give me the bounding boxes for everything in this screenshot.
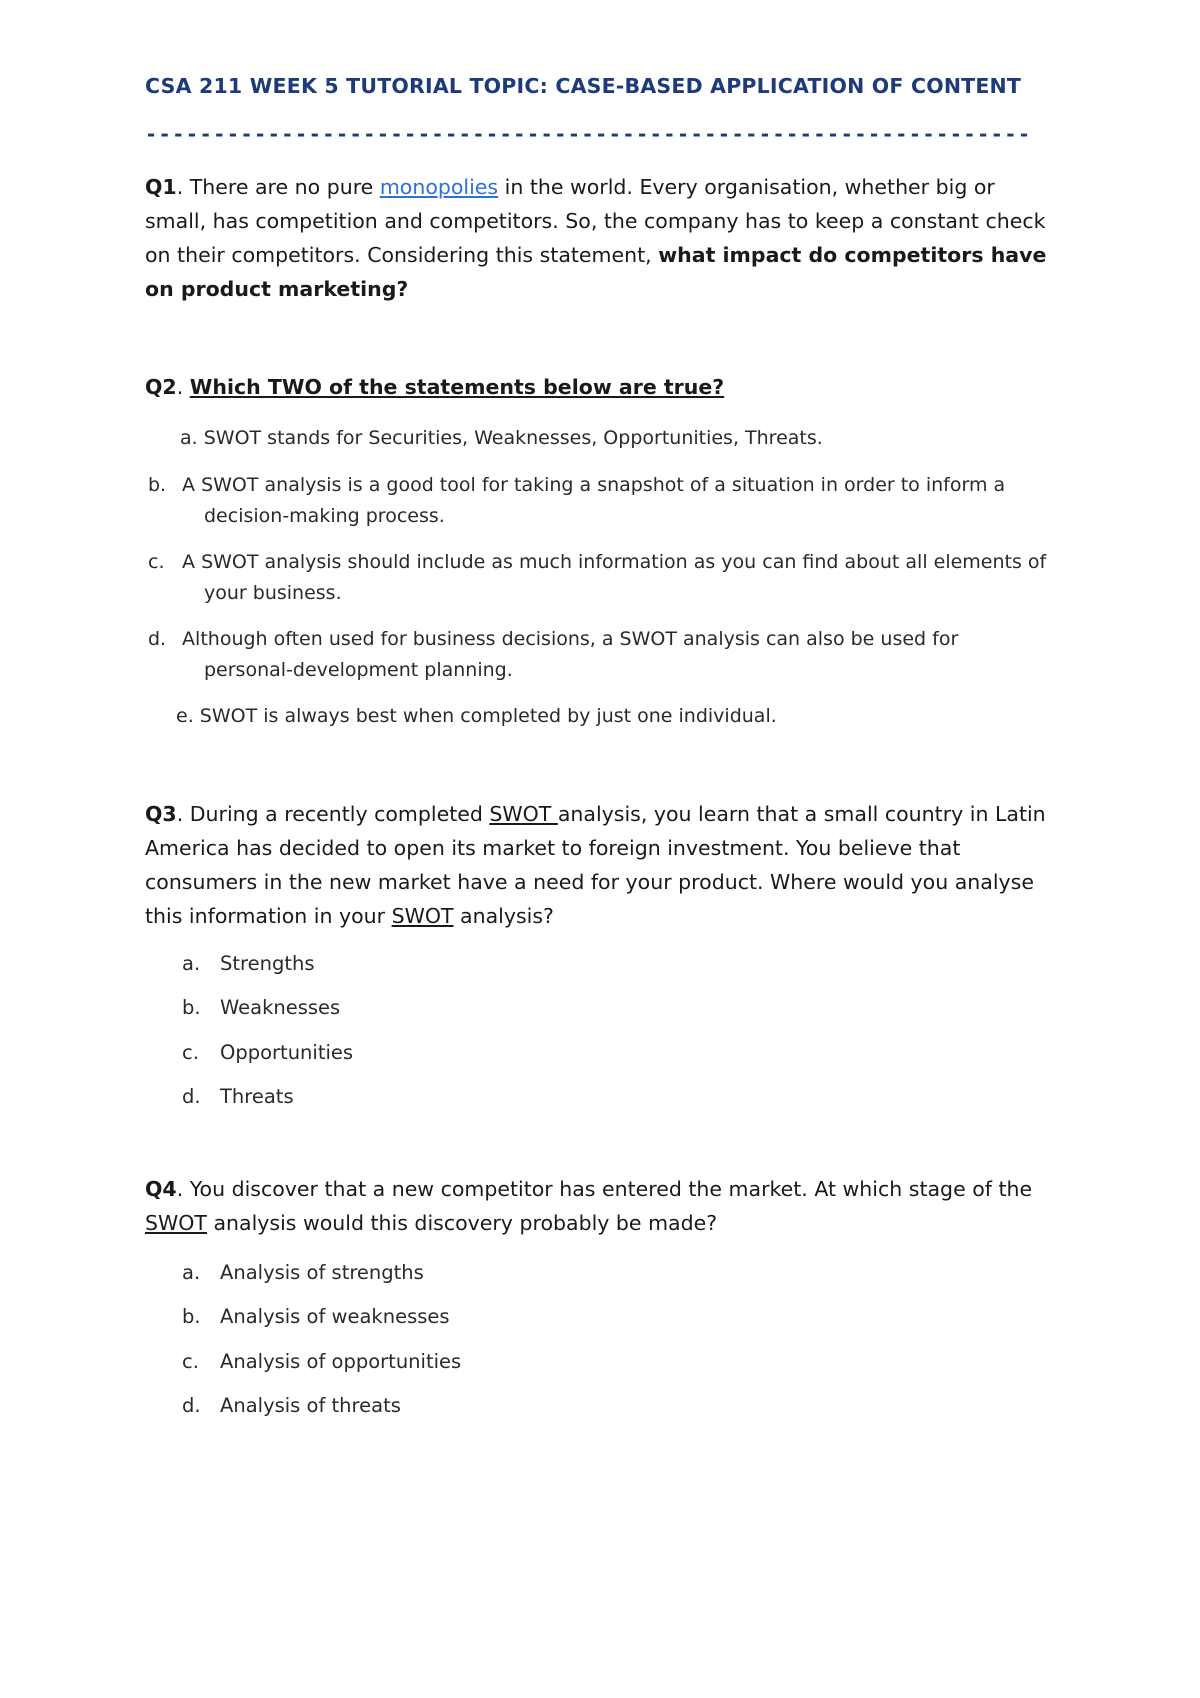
question-4-label: Q4 <box>145 1177 177 1201</box>
question-3-text-a: . During a recently completed <box>176 802 490 826</box>
q3-option-letter: d. <box>182 1085 201 1108</box>
q3-option-text: Weaknesses <box>220 996 341 1019</box>
question-3-text-c: analysis? <box>453 904 554 928</box>
question-1-label: Q1 <box>145 175 177 199</box>
q2-option-letter: e. <box>176 705 194 727</box>
divider-rule: ----------------------------------------------------------------- <box>145 122 1032 146</box>
question-3-text-b: analysis, you learn that a small country in Latin America has decided to open its market to foreign investment. You believe that consumers in the new market have a need for your product. Where would you analyse this information in your <box>145 802 1046 928</box>
question-1-bold-question: what impact do competitors have on product marketing? <box>145 243 1047 301</box>
q2-option-c: c. A SWOT analysis should include as much information as you can find about all elements of your business. <box>148 551 1047 604</box>
question-2-sep: . <box>176 375 190 399</box>
q4-option-letter: b. <box>182 1305 201 1328</box>
q2-option-a <box>180 423 1060 454</box>
q2-option-letter: a. <box>180 427 198 449</box>
swot-term: SWOT <box>489 802 558 826</box>
swot-term: SWOT <box>145 1211 207 1235</box>
q4-option-letter: d. <box>182 1394 201 1417</box>
q2-option-text: SWOT stands for Securities, Weaknesses, Opportunities, Threats. <box>203 427 823 449</box>
swot-term: SWOT <box>391 904 454 928</box>
question-1 <box>145 170 1060 306</box>
q4-option-text: Analysis of threats <box>220 1394 401 1417</box>
q4-option-text: Analysis of weaknesses <box>220 1305 450 1328</box>
q3-option-text: Opportunities <box>220 1041 354 1064</box>
question-4 <box>145 1172 1060 1240</box>
q2-option-text: A SWOT analysis is a good tool for taking a snapshot of a situation in order to inform a decision-making process. <box>182 474 1006 527</box>
q4-option-letter: a. <box>182 1261 201 1284</box>
q2-option-d: d. Although often used for business decisions, a SWOT analysis can also be used for personal-development planning. <box>148 628 959 681</box>
q4-option-text: Analysis of strengths <box>220 1261 424 1284</box>
q4-option-text: Analysis of opportunities <box>220 1350 462 1373</box>
q2-option-b: b. A SWOT analysis is a good tool for taking a snapshot of a situation in order to inform a decision-making process. <box>148 474 1006 527</box>
question-4-text-a: . You discover that a new competitor has entered the market. At which stage of the <box>176 1177 1033 1201</box>
question-2-label: Q2 <box>145 375 177 399</box>
question-2 <box>145 370 1060 404</box>
q2-option-e <box>176 701 1056 732</box>
q2-option-text: A SWOT analysis should include as much information as you can find about all elements of your business. <box>182 551 1047 604</box>
q3-option-letter: c. <box>182 1041 199 1064</box>
question-4-text-b: analysis would this discovery probably be made? <box>206 1211 718 1235</box>
question-1-text-a: . There are no pure <box>176 175 380 199</box>
page-title: CSA 211 WEEK 5 TUTORIAL TOPIC: CASE-BASED APPLICATION OF CONTENT <box>145 74 1022 98</box>
q3-option-letter: b. <box>182 996 201 1019</box>
question-3-label: Q3 <box>145 802 177 826</box>
question-3 <box>145 797 1060 933</box>
q2-option-text: SWOT is always best when completed by just one individual. <box>199 705 777 727</box>
q3-option-letter: a. <box>182 952 201 975</box>
q4-option-letter: c. <box>182 1350 199 1373</box>
q2-option-text: Although often used for business decisions, a SWOT analysis can also be used for personal-development planning. <box>182 628 959 681</box>
question-1-text-b: in the world. Every organisation, whether big or small, has competition and competitors. So, the company has to keep a constant check on their competitors. Considering this statement, <box>145 175 1046 267</box>
q3-option-text: Strengths <box>220 952 315 975</box>
monopolies-link[interactable]: monopolies <box>379 175 499 199</box>
q3-option-text: Threats <box>220 1085 294 1108</box>
question-2-question: Which TWO of the statements below are true? <box>189 375 725 399</box>
